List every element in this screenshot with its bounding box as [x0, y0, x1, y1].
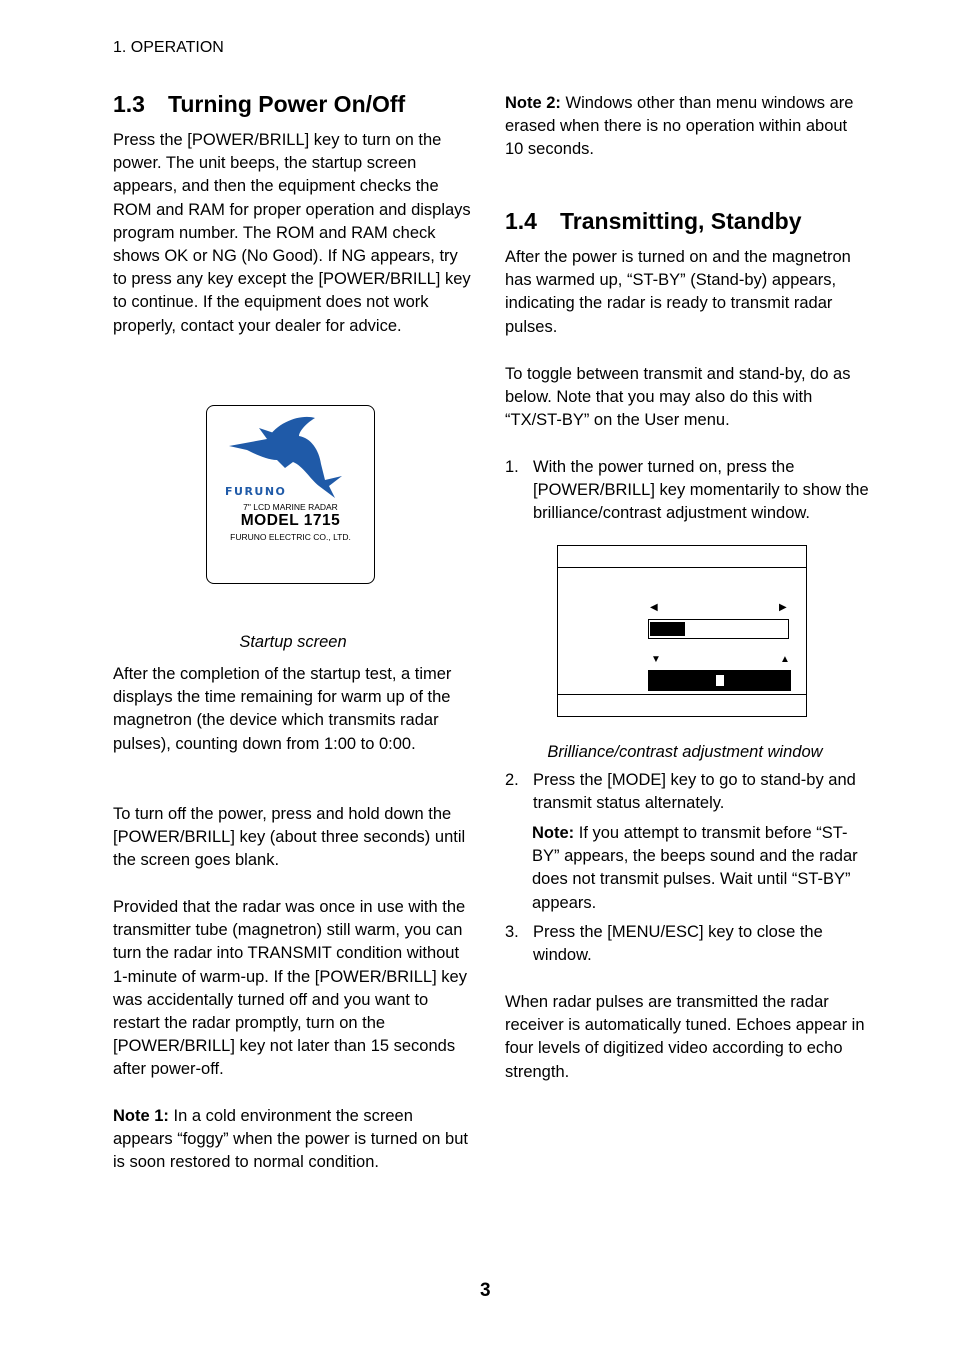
- brand-logo-text: FURUNO: [225, 485, 287, 498]
- power-off-paragraph: To turn off the power, press and hold down the [POWER/BRILL] key (about three seconds) until the screen goes blank.: [113, 805, 466, 870]
- contrast-decrease-icon: ▼: [651, 654, 661, 665]
- step-text: With the power turned on, press the [POWER/BRILL] key momentarily to show the brilliance/contrast adjustment window.: [533, 458, 869, 523]
- note-1: [113, 1105, 473, 1175]
- step-2-note-label: Note:: [532, 824, 575, 842]
- note-2: [505, 92, 870, 162]
- note-2-text: Windows other than menu windows are erased when there is no operation within about 10 seconds.: [505, 94, 854, 159]
- step-text: Press the [MENU/ESC] key to close the window.: [533, 923, 823, 965]
- step-marker: 3.: [505, 923, 519, 941]
- chapter-header: 1. OPERATION: [113, 39, 224, 56]
- section-number: 1.3: [113, 91, 145, 117]
- echo-paragraph: When radar pulses are transmitted the radar receiver is automatically tuned. Echoes appear in four levels of digitized video according to echo strength.: [505, 993, 865, 1081]
- section-1-4-heading: [505, 208, 802, 235]
- power-on-paragraph: Press the [POWER/BRILL] key to turn on the power. The unit beeps, the startup screen appears, and then the equipment checks the ROM and RAM for proper operation and displays program number. The ROM and RAM check shows OK or NG (No Good). If NG appears, try to press any key except the [POWER/BRILL] key to continue. If the equipment does not work properly, contact your dealer for advice.: [113, 131, 471, 335]
- startup-screen-figure: [206, 405, 375, 584]
- step-marker: 1.: [505, 458, 519, 476]
- brilliance-bar: [648, 619, 789, 639]
- startup-screen-caption: Startup screen: [239, 633, 347, 651]
- brilliance-contrast-window: [557, 545, 807, 717]
- product-line-text: 7" LCD MARINE RADAR: [243, 502, 338, 512]
- page-number: 3: [480, 1280, 491, 1301]
- brilliance-bar-fill: [650, 622, 685, 636]
- contrast-increase-icon: ▲: [780, 654, 790, 665]
- step-2-note: [532, 822, 867, 915]
- brilliance-decrease-icon: ◀: [650, 602, 658, 613]
- toggle-paragraph: To toggle between transmit and stand-by, do as below. Note that you may also do this with “TX/ST-BY” on the User menu.: [505, 365, 851, 430]
- standby-paragraph: After the power is turned on and the magnetron has warmed up, “ST-BY” (Stand-by) appears, indicating the radar is ready to transmit radar pulses.: [505, 248, 851, 336]
- brilliance-increase-icon: ▶: [779, 602, 787, 613]
- step-2-note-text: If you attempt to transmit before “ST-BY” appears, the beeps sound and the radar does not transmit pulses. Wait until “ST-BY” appears.: [532, 824, 858, 912]
- warmup-paragraph: After the completion of the startup test, a timer displays the time remaining for warm up of the magnetron (the device which transmits radar pulses), counting down from 1:00 to 0:00.: [113, 665, 452, 753]
- window-footer-divider: [558, 694, 806, 695]
- section-1-3-heading: [113, 91, 405, 118]
- step-marker: 2.: [505, 771, 519, 789]
- note-2-label: Note 2:: [505, 94, 561, 112]
- step-text: Press the [MODE] key to go to stand-by and transmit status alternately.: [533, 771, 856, 813]
- window-title-divider: [558, 567, 806, 568]
- quick-restart-paragraph: Provided that the radar was once in use with the transmitter tube (magnetron) still warm, you can turn the radar into TRANSMIT condition without 1-minute of warm-up. If the [POWER/BRILL] key was accidentally turned off and you want to restart the radar promptly, turn on the [POWER/BRILL] key not later than 15 seconds after power-off.: [113, 898, 467, 1079]
- note-1-text: In a cold environment the screen appears “foggy” when the power is turned on but is soon restored to normal condition.: [113, 1107, 468, 1172]
- section-number: 1.4: [505, 208, 537, 234]
- contrast-bar: [648, 670, 791, 691]
- maker-text: FURUNO ELECTRIC CO., LTD.: [230, 532, 351, 542]
- model-text: MODEL 1715: [240, 512, 341, 529]
- section-title: Turning Power On/Off: [168, 91, 406, 117]
- section-title: Transmitting, Standby: [560, 208, 802, 234]
- note-1-label: Note 1:: [113, 1107, 169, 1125]
- contrast-marker: [716, 675, 724, 686]
- brilliance-window-caption: Brilliance/contrast adjustment window: [547, 743, 823, 761]
